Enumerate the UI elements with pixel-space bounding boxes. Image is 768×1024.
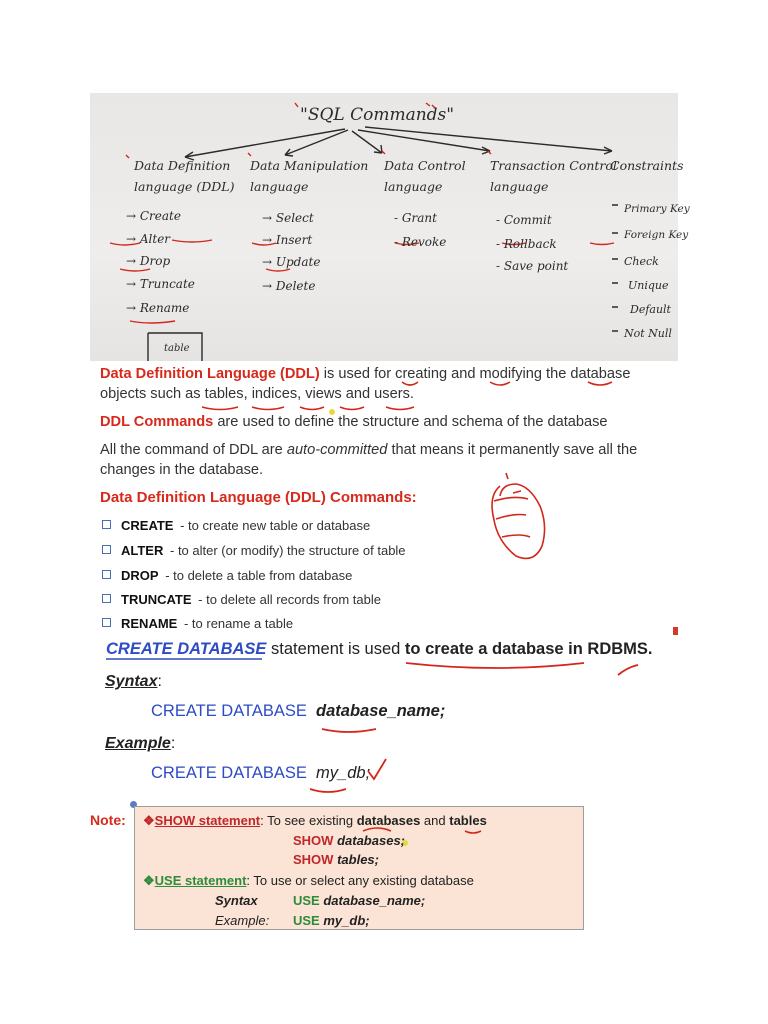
constraint-primary-key: Primary Key xyxy=(624,203,690,215)
use-syntax-row: Syntax xyxy=(215,893,258,908)
note-tab-label: Note: xyxy=(90,812,126,828)
ddl-section xyxy=(90,361,678,635)
category-constraints-label: Constraints xyxy=(610,158,684,173)
constraint-unique: Unique xyxy=(628,279,669,292)
use-example-statement: USE my_db; xyxy=(293,913,370,928)
bullet-icon xyxy=(102,545,111,554)
ddl-paragraph-1-line-2: objects such as tables, indices, views and users. xyxy=(100,386,414,402)
whiteboard-title: "SQL Commands" xyxy=(300,105,455,125)
category-dcl-label: Data Control language xyxy=(384,158,466,194)
use-example-row: Example: xyxy=(215,913,270,928)
ddl-item-create: → Create xyxy=(126,209,181,223)
ddl-item-alter: → Alter xyxy=(126,232,171,246)
syntax-label: Syntax: xyxy=(105,673,162,690)
use-statement-line: ❖USE statement: To use or select any existing database xyxy=(143,873,474,888)
constraint-default: Default xyxy=(630,303,671,316)
ddl-paragraph-3-line-1: All the command of DDL are auto-committed that means it permanently save all the xyxy=(100,442,638,458)
ddl-paragraph-3-line-2: changes in the database. xyxy=(100,462,264,478)
constraint-check: Check xyxy=(624,255,659,268)
dml-item-select: → Select xyxy=(262,211,314,225)
note-box xyxy=(134,806,584,930)
whiteboard-strokes xyxy=(90,93,678,361)
constraint-foreign-key: Foreign Key xyxy=(624,229,689,241)
category-ddl-label: Data Definition language (DDL) xyxy=(134,158,235,194)
example-statement: CREATE DATABASE my_db; xyxy=(151,764,371,782)
ddl-item-truncate: → Truncate xyxy=(126,277,195,291)
command-truncate: TRUNCATE - to delete all records from table xyxy=(102,592,381,607)
use-syntax-statement: USE database_name; xyxy=(293,893,426,908)
show-tables-example: SHOW tables; xyxy=(293,852,379,867)
show-statement-line: ❖SHOW statement: To see existing databases and tables xyxy=(143,813,487,828)
edge-marker xyxy=(673,627,678,635)
command-drop: DROP - to delete a table from database xyxy=(102,568,352,583)
tcl-item-rollback: - Rollback xyxy=(496,237,557,251)
dml-item-update: → Update xyxy=(262,255,321,269)
table-box-label: table xyxy=(164,343,190,354)
ddl-paragraph-1-line-1: Data Definition Language (DDL) is used for creating and modifying the database xyxy=(100,366,631,382)
ddl-item-rename: → Rename xyxy=(126,301,190,315)
syntax-statement: CREATE DATABASE database_name; xyxy=(151,702,446,720)
tcl-item-commit: - Commit xyxy=(496,213,552,227)
category-tcl-label: Transaction Control language xyxy=(490,158,617,194)
example-label: Example: xyxy=(105,735,176,752)
bullet-icon xyxy=(102,520,111,529)
command-alter: ALTER - to alter (or modify) the structure of table xyxy=(102,543,406,558)
ddl-item-drop: → Drop xyxy=(126,254,171,268)
ddl-paragraph-2: DDL Commands are used to define the structure and schema of the database xyxy=(100,414,608,430)
bullet-icon xyxy=(102,618,111,627)
constraint-not-null: Not Null xyxy=(624,327,672,340)
ddl-commands-heading: Data Definition Language (DDL) Commands: xyxy=(100,489,417,506)
dcl-item-revoke: - Revoke xyxy=(394,235,447,249)
bullet-icon xyxy=(102,594,111,603)
dcl-item-grant: - Grant xyxy=(394,211,437,225)
tcl-item-savepoint: - Save point xyxy=(496,259,569,273)
command-rename: RENAME - to rename a table xyxy=(102,616,293,631)
dml-item-insert: → Insert xyxy=(262,233,313,247)
create-database-section xyxy=(90,635,678,800)
whiteboard-image xyxy=(90,93,690,361)
category-dml-label: Data Manipulation language xyxy=(250,158,369,194)
command-create: CREATE - to create new table or database xyxy=(102,518,370,533)
dml-item-delete: → Delete xyxy=(262,279,316,293)
create-database-intro: CREATE DATABASE statement is used to create a database in RDBMS. xyxy=(106,640,653,658)
show-databases-example: SHOW databases; xyxy=(293,833,405,848)
bullet-icon xyxy=(102,570,111,579)
